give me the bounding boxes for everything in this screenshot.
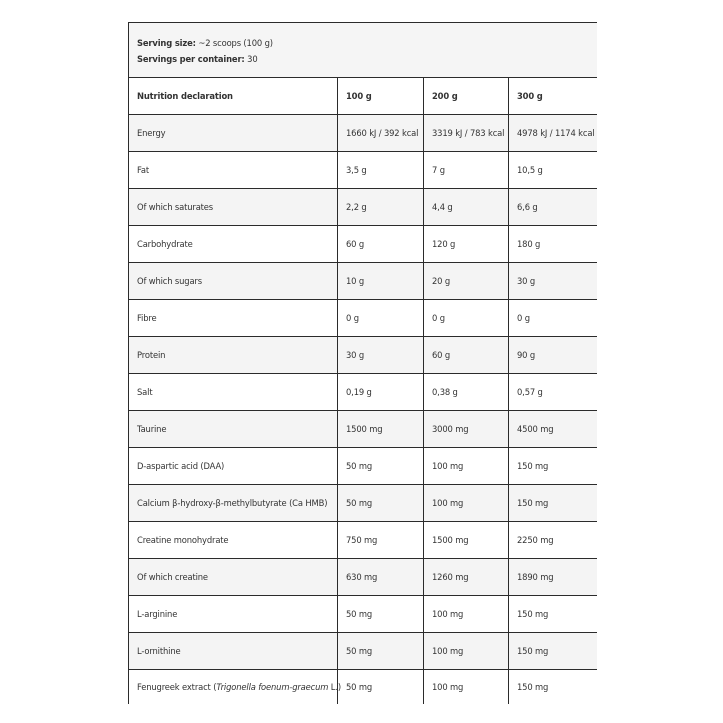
table-row: [129, 226, 597, 263]
table-row: [129, 263, 597, 300]
value-300g: 150 mg: [509, 596, 597, 633]
nutrient-name: [129, 189, 338, 226]
nutrient-name: [129, 337, 338, 374]
value-200g: 120 g: [424, 226, 509, 263]
value-100g: 10 g: [338, 263, 424, 300]
nutrient-name: [129, 263, 338, 300]
value-200g: 1500 mg: [424, 522, 509, 559]
nutrient-name-text: Of which saturates: [137, 202, 214, 212]
nutrition-table: [128, 22, 597, 704]
header-200g: 200 g: [424, 78, 509, 115]
table-row: [129, 670, 597, 705]
nutrient-name-text: Energy: [137, 128, 166, 138]
nutrient-name-text: Fat: [137, 165, 150, 175]
value-200g: 7 g: [424, 152, 509, 189]
nutrition-table-container: [128, 22, 596, 704]
serving-size-value: ~2 scoops (100 g): [195, 38, 273, 48]
nutrient-name-text: Creatine monohydrate: [137, 535, 229, 545]
value-300g: 180 g: [509, 226, 597, 263]
nutrient-name: [129, 633, 338, 670]
value-100g: 50 mg: [338, 633, 424, 670]
nutrient-name: [129, 374, 338, 411]
table-row: [129, 189, 597, 226]
value-100g: 0 g: [338, 300, 424, 337]
serving-size-line: [137, 35, 589, 51]
table-row: [129, 559, 597, 596]
nutrient-name-text: Taurine: [137, 424, 167, 434]
value-200g: 60 g: [424, 337, 509, 374]
table-row: [129, 411, 597, 448]
nutrient-name: [129, 152, 338, 189]
value-300g: 150 mg: [509, 633, 597, 670]
nutrient-name-text: Of which creatine: [137, 572, 208, 582]
value-100g: 30 g: [338, 337, 424, 374]
table-row: [129, 522, 597, 559]
nutrient-name-text: Fibre: [137, 313, 157, 323]
value-300g: 1890 mg: [509, 559, 597, 596]
value-300g: 150 mg: [509, 485, 597, 522]
nutrient-name-text: L-ornithine: [137, 646, 181, 656]
value-100g: 3,5 g: [338, 152, 424, 189]
value-100g: 1500 mg: [338, 411, 424, 448]
value-300g: 90 g: [509, 337, 597, 374]
table-header-row: [129, 78, 597, 115]
value-300g: 0,57 g: [509, 374, 597, 411]
value-200g: 3319 kJ / 783 kcal: [424, 115, 509, 152]
nutrient-name: [129, 670, 341, 705]
header-100g: 100 g: [338, 78, 424, 115]
table-row: [129, 633, 597, 670]
nutrient-name-text: Calcium β-hydroxy-β-methylbutyrate (Ca HMB): [137, 498, 328, 508]
value-200g: 1260 mg: [424, 559, 509, 596]
value-200g: 0 g: [424, 300, 509, 337]
value-100g: 50 mg: [338, 448, 424, 485]
header-nutrition-declaration: Nutrition declaration: [129, 78, 338, 115]
table-row: [129, 374, 597, 411]
nutrient-name-latin: Trigonella foenum-graecum: [216, 682, 329, 692]
nutrient-name: [129, 411, 338, 448]
header-300g: 300 g: [509, 78, 597, 115]
value-100g: 50 mg: [338, 485, 424, 522]
serving-size-label: Serving size:: [137, 38, 196, 48]
nutrient-name-text: Salt: [137, 387, 153, 397]
value-200g: 4,4 g: [424, 189, 509, 226]
servings-per-container-label: Servings per container:: [137, 54, 245, 64]
nutrient-name-text: Of which sugars: [137, 276, 202, 286]
value-100g: 0,19 g: [338, 374, 424, 411]
value-200g: 100 mg: [424, 485, 509, 522]
value-100g: 60 g: [338, 226, 424, 263]
table-row: [129, 448, 597, 485]
value-100g: 1660 kJ / 392 kcal: [338, 115, 424, 152]
serving-info-row: [129, 23, 597, 78]
value-200g: 20 g: [424, 263, 509, 300]
table-row: [129, 300, 597, 337]
table-row: [129, 337, 597, 374]
value-300g: 150 mg: [509, 670, 597, 705]
nutrient-name: [129, 485, 338, 522]
value-300g: 30 g: [509, 263, 597, 300]
value-300g: 4500 mg: [509, 411, 597, 448]
nutrient-name: [129, 559, 338, 596]
nutrient-name: [129, 226, 338, 263]
value-300g: 6,6 g: [509, 189, 597, 226]
value-300g: 150 mg: [509, 448, 597, 485]
nutrient-name-text: D-aspartic acid (DAA): [137, 461, 225, 471]
serving-info-cell: [129, 23, 597, 78]
value-200g: 0,38 g: [424, 374, 509, 411]
value-100g: 630 mg: [338, 559, 424, 596]
nutrient-name-text: Protein: [137, 350, 166, 360]
value-300g: 4978 kJ / 1174 kcal: [509, 115, 597, 152]
nutrient-name-text: L-arginine: [137, 609, 178, 619]
table-row: [129, 596, 597, 633]
nutrient-name-tail: L.): [328, 682, 341, 692]
value-100g: 50 mg: [338, 596, 424, 633]
nutrient-name-text: Fenugreek extract (: [137, 682, 217, 692]
nutrient-name-text: Carbohydrate: [137, 239, 193, 249]
nutrient-name: [129, 522, 338, 559]
nutrient-name: [129, 300, 338, 337]
table-row: [129, 115, 597, 152]
servings-per-container-value: 30: [244, 54, 258, 64]
value-200g: 3000 mg: [424, 411, 509, 448]
table-row: [129, 152, 597, 189]
nutrient-name: [129, 115, 338, 152]
value-100g: 750 mg: [338, 522, 424, 559]
nutrient-name: [129, 596, 338, 633]
value-300g: 2250 mg: [509, 522, 597, 559]
value-200g: 100 mg: [424, 448, 509, 485]
value-200g: 100 mg: [424, 670, 509, 705]
nutrient-name: [129, 448, 338, 485]
servings-per-container-line: [137, 51, 589, 67]
table-row: [129, 485, 597, 522]
value-100g: 50 mg: [338, 670, 424, 705]
value-200g: 100 mg: [424, 596, 509, 633]
value-200g: 100 mg: [424, 633, 509, 670]
value-300g: 0 g: [509, 300, 597, 337]
value-100g: 2,2 g: [338, 189, 424, 226]
value-300g: 10,5 g: [509, 152, 597, 189]
